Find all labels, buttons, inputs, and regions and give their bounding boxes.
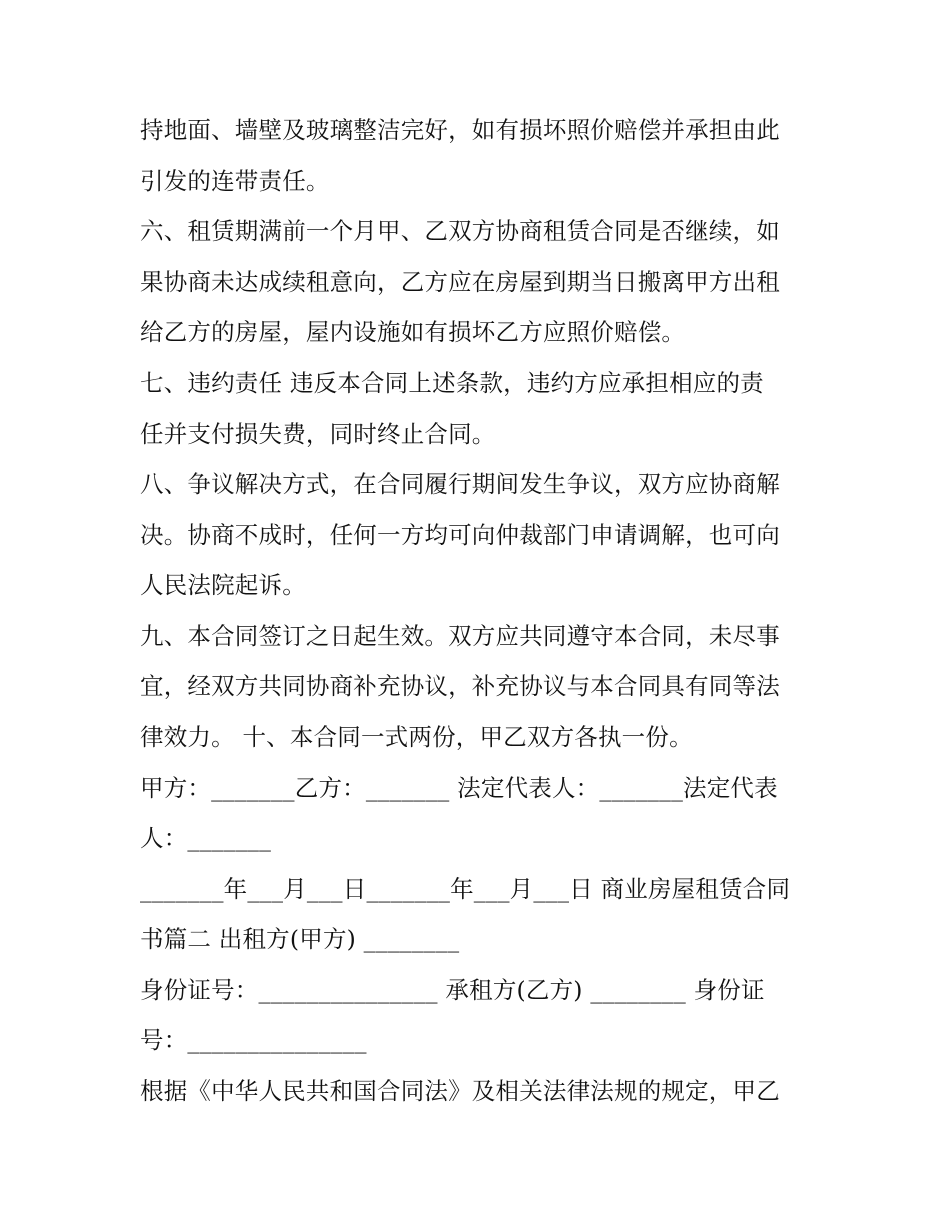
body-text-line: 决。协商不成时，任何一方均可向仲裁部门申请调解，也可向 — [140, 521, 780, 549]
body-text-line: 给乙方的房屋，屋内设施如有损坏乙方应照价赔偿。 — [140, 318, 686, 346]
body-text-line: 人民法院起诉。 — [140, 571, 306, 599]
section-heading-line: 书篇二 出租方(甲方) ________ — [140, 925, 460, 953]
clause-9-line: 九、本合同签订之日起生效。双方应共同遵守本合同，未尽事 — [140, 622, 780, 650]
body-text-line: 引发的连带责任。 — [140, 167, 330, 195]
body-text-line: 果协商未达成续租意向，乙方应在房屋到期当日搬离甲方出租 — [140, 268, 780, 296]
clause-10-line: 律效力。 十、本合同一式两份，甲乙双方各执一份。 — [140, 723, 693, 751]
id-number-line: 身份证号：_______________ 承租方(乙方) ________ 身份证 — [140, 976, 765, 1004]
body-text-line: 任并支付损失费，同时终止合同。 — [140, 420, 496, 448]
id-number-line: 号：_______________ — [140, 1026, 367, 1054]
body-text-line: 宜，经双方共同协商补充协议，补充协议与本合同具有同等法 — [140, 672, 780, 700]
clause-8-line: 八、争议解决方式，在合同履行期间发生争议，双方应协商解 — [140, 470, 780, 498]
signature-line: 甲方：_______乙方：_______ 法定代表人：_______法定代表 — [140, 774, 778, 802]
clause-6-line: 六、租赁期满前一个月甲、乙双方协商租赁合同是否继续，如 — [140, 217, 780, 245]
clause-7-line: 七、违约责任 违反本合同上述条款，违约方应承担相应的责 — [140, 369, 764, 397]
body-text-line: 持地面、墙壁及玻璃整洁完好，如有损坏照价赔偿并承担由此 — [140, 116, 780, 144]
date-line: _______年___月___日_______年___月___日 商业房屋租赁合同 — [140, 875, 791, 903]
body-text-line: 根据《中华人民共和国合同法》及相关法律法规的规定，甲乙 — [140, 1077, 780, 1105]
signature-line: 人：_______ — [140, 824, 272, 852]
